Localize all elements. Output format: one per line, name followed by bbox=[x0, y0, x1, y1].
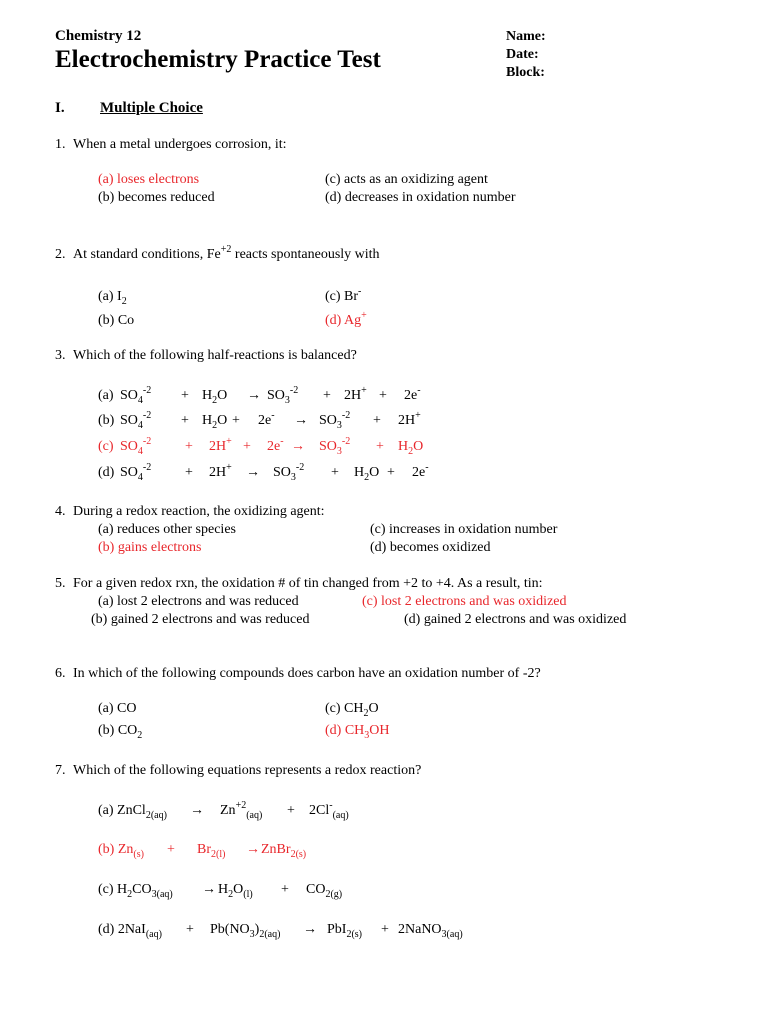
option-text: (b) CO bbox=[98, 723, 138, 738]
state: (s) bbox=[295, 849, 307, 860]
plus-sign: + bbox=[379, 388, 387, 403]
plus-sign: + bbox=[381, 922, 389, 937]
state: (l) bbox=[243, 889, 253, 900]
q3-option-d bbox=[98, 462, 578, 485]
q2-option-d bbox=[325, 310, 367, 329]
q2-option-c bbox=[325, 286, 362, 305]
subscript: 4 bbox=[137, 472, 143, 483]
charge: + bbox=[226, 462, 232, 473]
section-number: I. bbox=[55, 100, 65, 116]
formula: CO bbox=[306, 882, 326, 897]
question-6 bbox=[55, 666, 541, 682]
option-letter: (a) bbox=[98, 388, 114, 403]
subscript: 2 bbox=[408, 446, 414, 457]
q3-option-a bbox=[98, 385, 578, 408]
subscript: 2 bbox=[145, 810, 151, 821]
charge: - bbox=[425, 462, 429, 473]
formula: O bbox=[413, 439, 424, 454]
plus-sign: + bbox=[185, 465, 193, 480]
arrow-icon: → bbox=[246, 465, 260, 480]
charge: - bbox=[358, 286, 362, 297]
question-text: Which of the following equations represents a redox reaction? bbox=[73, 763, 422, 778]
state: (aq) bbox=[332, 810, 349, 821]
formula: H bbox=[354, 465, 365, 480]
question-number: 5. bbox=[55, 576, 66, 591]
option-text: (c) CH bbox=[325, 701, 364, 716]
formula: SO bbox=[267, 388, 285, 403]
state: (aq) bbox=[246, 810, 263, 821]
section-title: Multiple Choice bbox=[100, 100, 203, 116]
formula: ) bbox=[254, 922, 260, 937]
q5-option-a: (a) lost 2 electrons and was reduced bbox=[98, 594, 299, 609]
subscript: 3 bbox=[336, 446, 342, 457]
state: (aq) bbox=[150, 810, 167, 821]
subscript: 2 bbox=[364, 472, 370, 483]
option-letter: (d) bbox=[98, 465, 115, 480]
q3-option-c bbox=[98, 436, 578, 459]
q6-option-a: (a) CO bbox=[98, 701, 137, 716]
q2-option-b: (b) Co bbox=[98, 313, 135, 328]
formula: SO bbox=[273, 465, 291, 480]
question-4 bbox=[55, 504, 325, 520]
formula: 2Cl bbox=[309, 803, 330, 818]
charge: -2 bbox=[142, 462, 152, 473]
subscript: 3 bbox=[364, 730, 370, 741]
name-label: Name: bbox=[506, 29, 546, 44]
arrow-icon: → bbox=[246, 842, 260, 857]
subscript: 2 bbox=[137, 730, 143, 741]
q5-option-b: (b) gained 2 electrons and was reduced bbox=[91, 612, 310, 627]
q1-option-c: (c) acts as an oxidizing agent bbox=[325, 172, 488, 187]
option-text: (d) CH bbox=[325, 723, 365, 738]
plus-sign: + bbox=[232, 413, 240, 428]
subscript: 2 bbox=[212, 395, 218, 406]
arrow-icon: → bbox=[303, 922, 317, 937]
subscript: 2 bbox=[346, 929, 352, 940]
state: (l) bbox=[216, 849, 226, 860]
q4-option-c: (c) increases in oxidation number bbox=[370, 522, 558, 537]
question-2 bbox=[55, 244, 380, 263]
q1-option-d: (d) decreases in oxidation number bbox=[325, 190, 516, 205]
state: (g) bbox=[330, 889, 343, 900]
formula: O bbox=[217, 413, 228, 428]
q3-option-b bbox=[98, 410, 578, 433]
state: (s) bbox=[351, 929, 363, 940]
option-text: (c) Br bbox=[325, 289, 359, 304]
question-number: 6. bbox=[55, 666, 66, 681]
plus-sign: + bbox=[181, 388, 189, 403]
q7-option-a bbox=[98, 800, 498, 825]
subscript: 3 bbox=[284, 395, 290, 406]
plus-sign: + bbox=[243, 439, 251, 454]
option-letter: (c) bbox=[98, 439, 114, 454]
charge: -2 bbox=[142, 436, 152, 447]
charge: +2 bbox=[235, 800, 247, 811]
plus-sign: + bbox=[287, 803, 295, 818]
plus-sign: + bbox=[376, 439, 384, 454]
question-text: At standard conditions, Fe bbox=[73, 247, 221, 262]
question-7 bbox=[55, 763, 421, 779]
question-number: 3. bbox=[55, 348, 66, 363]
formula: 2H bbox=[209, 465, 227, 480]
question-number: 4. bbox=[55, 504, 66, 519]
formula: 2e bbox=[267, 439, 281, 454]
plus-sign: + bbox=[331, 465, 339, 480]
formula: CO bbox=[132, 882, 152, 897]
question-text: Which of the following half-reactions is balanced? bbox=[73, 348, 357, 363]
formula: 2H bbox=[344, 388, 362, 403]
plus-sign: + bbox=[185, 439, 193, 454]
plus-sign: + bbox=[186, 922, 194, 937]
subscript: 2 bbox=[325, 889, 331, 900]
formula: (c) H bbox=[98, 882, 128, 897]
charge: -2 bbox=[142, 410, 152, 421]
charge: -2 bbox=[341, 436, 351, 447]
subscript: 4 bbox=[137, 446, 143, 457]
formula: SO bbox=[120, 388, 138, 403]
charge: + bbox=[361, 385, 367, 396]
charge: + bbox=[415, 410, 421, 421]
subscript: 3 bbox=[249, 929, 255, 940]
question-number: 7. bbox=[55, 763, 66, 778]
charge: - bbox=[417, 385, 421, 396]
option-text: (d) Ag bbox=[325, 313, 362, 328]
plus-sign: + bbox=[373, 413, 381, 428]
arrow-icon: → bbox=[190, 803, 204, 818]
subscript: 3 bbox=[441, 929, 447, 940]
arrow-icon: → bbox=[294, 413, 308, 428]
formula: SO bbox=[120, 439, 138, 454]
subscript: 4 bbox=[137, 395, 143, 406]
formula: H bbox=[218, 882, 229, 897]
formula: H bbox=[202, 388, 213, 403]
subscript: 3 bbox=[151, 889, 157, 900]
formula: (b) Zn bbox=[98, 842, 134, 857]
q4-option-d: (d) becomes oxidized bbox=[370, 540, 491, 555]
subscript: 2 bbox=[121, 296, 127, 307]
state: (aq) bbox=[156, 889, 173, 900]
formula: Br bbox=[197, 842, 211, 857]
formula: ZnBr bbox=[261, 842, 291, 857]
formula: Zn bbox=[220, 803, 236, 818]
plus-sign: + bbox=[387, 465, 395, 480]
formula: H bbox=[398, 439, 409, 454]
formula: SO bbox=[319, 439, 337, 454]
q6-option-b bbox=[98, 723, 142, 739]
charge: -2 bbox=[295, 462, 305, 473]
question-1 bbox=[55, 137, 287, 153]
formula: 2H bbox=[398, 413, 416, 428]
plus-sign: + bbox=[181, 413, 189, 428]
subscript: 2 bbox=[212, 420, 218, 431]
subscript: 2 bbox=[259, 929, 265, 940]
course-name: Chemistry 12 bbox=[55, 28, 142, 44]
subscript: 2 bbox=[211, 849, 216, 860]
state: (aq) bbox=[145, 929, 162, 940]
question-text: For a given redox rxn, the oxidation # of tin changed from +2 to +4. As a result, tin: bbox=[73, 576, 543, 591]
q4-option-a: (a) reduces other species bbox=[98, 522, 236, 537]
question-text: When a metal undergoes corrosion, it: bbox=[73, 137, 287, 152]
subscript: 2 bbox=[127, 889, 133, 900]
charge: - bbox=[271, 410, 275, 421]
arrow-icon: → bbox=[202, 882, 216, 897]
formula: 2e bbox=[412, 465, 426, 480]
page-title: Electrochemistry Practice Test bbox=[55, 46, 381, 73]
charge: - bbox=[280, 436, 284, 447]
formula: SO bbox=[120, 413, 138, 428]
charge: -2 bbox=[142, 385, 152, 396]
formula: (a) ZnCl bbox=[98, 803, 146, 818]
question-text: In which of the following compounds does carbon have an oxidation number of -2? bbox=[73, 666, 541, 681]
charge: -2 bbox=[289, 385, 299, 396]
q6-option-c bbox=[325, 701, 379, 717]
option-text: O bbox=[368, 701, 379, 716]
q1-option-b: (b) becomes reduced bbox=[98, 190, 215, 205]
option-text: (a) I bbox=[98, 289, 122, 304]
formula: Pb(NO bbox=[210, 922, 250, 937]
option-letter: (b) bbox=[98, 413, 115, 428]
state: (s) bbox=[133, 849, 144, 860]
formula: PbI bbox=[327, 922, 347, 937]
formula: O bbox=[217, 388, 228, 403]
charge: + bbox=[226, 436, 232, 447]
formula: O bbox=[369, 465, 380, 480]
state: (aq) bbox=[446, 929, 463, 940]
charge: + bbox=[361, 310, 367, 321]
question-number: 1. bbox=[55, 137, 66, 152]
question-3 bbox=[55, 348, 357, 364]
charge: +2 bbox=[220, 244, 232, 255]
question-5 bbox=[55, 576, 543, 592]
formula: O bbox=[233, 882, 244, 897]
plus-sign: + bbox=[281, 882, 289, 897]
q5-option-c: (c) lost 2 electrons and was oxidized bbox=[362, 594, 567, 609]
formula: 2NaNO bbox=[398, 922, 442, 937]
block-label: Block: bbox=[506, 65, 545, 80]
q4-option-b: (b) gains electrons bbox=[98, 540, 202, 555]
arrow-icon: → bbox=[291, 439, 305, 454]
formula: 2H bbox=[209, 439, 227, 454]
arrow-icon: → bbox=[247, 388, 261, 403]
q2-option-a bbox=[98, 289, 127, 305]
charge: - bbox=[329, 800, 333, 811]
formula: H bbox=[202, 413, 213, 428]
plus-sign: + bbox=[167, 842, 175, 857]
subscript: 4 bbox=[137, 420, 143, 431]
charge: -2 bbox=[341, 410, 351, 421]
q7-option-d bbox=[98, 922, 518, 944]
option-text: OH bbox=[369, 723, 390, 738]
q6-option-d bbox=[325, 723, 390, 739]
formula: 2e bbox=[258, 413, 272, 428]
subscript: 3 bbox=[336, 420, 342, 431]
question-text: reacts spontaneously with bbox=[231, 247, 380, 262]
state: (aq) bbox=[264, 929, 281, 940]
subscript: 2 bbox=[363, 708, 369, 719]
formula: (d) 2NaI bbox=[98, 922, 146, 937]
question-text: During a redox reaction, the oxidizing agent: bbox=[73, 504, 325, 519]
formula: SO bbox=[319, 413, 337, 428]
formula: 2e bbox=[404, 388, 418, 403]
date-label: Date: bbox=[506, 47, 539, 62]
subscript: 2 bbox=[290, 849, 296, 860]
q7-option-c bbox=[98, 882, 498, 904]
subscript: 2 bbox=[228, 889, 234, 900]
q7-option-b bbox=[98, 842, 498, 864]
plus-sign: + bbox=[323, 388, 331, 403]
formula: SO bbox=[120, 465, 138, 480]
q5-option-d: (d) gained 2 electrons and was oxidized bbox=[404, 612, 627, 627]
subscript: 3 bbox=[290, 472, 296, 483]
question-number: 2. bbox=[55, 247, 66, 262]
q1-option-a: (a) loses electrons bbox=[98, 172, 200, 187]
